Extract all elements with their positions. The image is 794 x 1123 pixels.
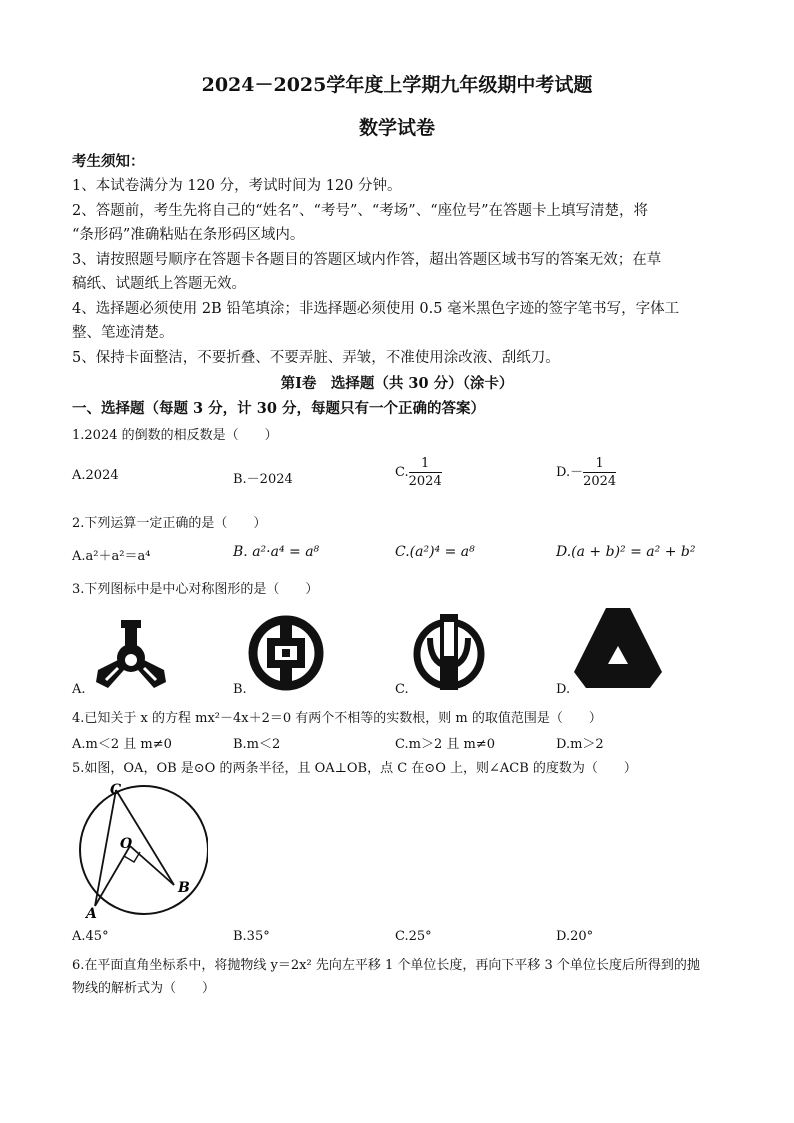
page-title: 2024－2025学年度上学期九年级期中考试题 [201, 74, 593, 96]
q4-option-a: A.m＜2 且 m≠0 [72, 737, 172, 752]
notice-line: 4、选择题必须使用 2B 铅笔填涂；非选择题必须使用 0.5 毫米黑色字迹的签字笔书写，字体工 [72, 301, 680, 317]
bank-of-china-logo-icon [410, 612, 488, 692]
point-label-c: C [110, 782, 122, 798]
question-2-stem: 2.下列运算一定正确的是（ ） [72, 516, 267, 531]
q3-option-a: A. [72, 682, 86, 697]
q1-option-b: B.－2024 [233, 472, 293, 487]
q4-option-b: B.m＜2 [233, 737, 281, 752]
q3-option-d: D. [556, 682, 571, 697]
circle-geometry-diagram [68, 780, 208, 920]
q2-option-b: B. a²·a⁴ = a⁸ [233, 544, 320, 560]
notice-line: 整、笔迹清楚。 [72, 325, 174, 341]
section-part: 第Ⅰ卷 选择题（共 30 分）（涂卡） [280, 375, 514, 392]
q1-option-d [556, 455, 616, 490]
three-lobed-symbol-icon [88, 612, 174, 694]
coin-bank-logo-icon [247, 614, 325, 692]
q1-option-a: A.2024 [72, 468, 119, 483]
notice-line: “条形码”准确粘贴在条形码区域内。 [72, 227, 305, 243]
q1-option-c-fraction [409, 455, 442, 490]
q5-option-b: B.35° [233, 929, 270, 944]
rounded-triangle-logo-icon [570, 604, 666, 692]
q1-option-d-fraction [583, 455, 616, 490]
notice-line: 1、本试卷满分为 120 分，考试时间为 120 分钟。 [72, 178, 402, 194]
q1-option-c-prefix: C. [395, 465, 409, 480]
point-label-b: B [178, 880, 190, 896]
question-6-stem: 6.在平面直角坐标系中，将抛物线 y＝2x² 先向左平移 1 个单位长度，再向下平移 3 个单位长度后所得到的抛 [72, 958, 700, 973]
fraction-denominator: 2024 [583, 474, 617, 489]
question-3-stem: 3.下列图标中是中心对称图形的是（ ） [72, 582, 319, 597]
q2-option-a: A.a²＋a²＝a⁴ [72, 549, 151, 564]
q4-option-c: C.m＞2 且 m≠0 [395, 737, 495, 752]
q1-option-c [395, 455, 442, 490]
fraction-numerator: 1 [409, 455, 442, 473]
section-heading: 一、选择题（每题 3 分，计 30 分，每题只有一个正确的答案） [72, 400, 485, 417]
notice-line: 稿纸、试题纸上答题无效。 [72, 276, 246, 292]
q5-option-a: A.45° [72, 929, 109, 944]
fraction-numerator: 1 [583, 455, 616, 473]
question-4-stem: 4.已知关于 x 的方程 mx²－4x＋2＝0 有两个不相等的实数根，则 m 的取值范围是（ ） [72, 711, 602, 726]
notice-line: 2、答题前，考生先将自己的“姓名”、“考号”、“考场”、“座位号”在答题卡上填写清楚，将 [72, 203, 649, 219]
question-1-stem: 1.2024 的倒数的相反数是（ ） [72, 428, 278, 443]
point-label-a: A [86, 906, 97, 920]
question-5-stem: 5.如图，OA，OB 是⊙O 的两条半径，且 OA⊥OB，点 C 在⊙O 上，则∠ACB 的度数为（ ） [72, 761, 637, 776]
q3-option-c: C. [395, 682, 409, 697]
q2-option-d: D.(a + b)² = a² + b² [556, 544, 696, 560]
question-6-stem-continued: 物线的解析式为（ ） [72, 981, 216, 996]
page-subtitle: 数学试卷 [358, 117, 435, 139]
fraction-denominator: 2024 [408, 474, 442, 489]
notice-heading: 考生须知： [72, 153, 145, 170]
q5-option-d: D.20° [556, 929, 594, 944]
point-label-o: O [120, 836, 133, 852]
q3-option-b: B. [233, 682, 247, 697]
q2-option-c: C.(a²)⁴ = a⁸ [395, 544, 475, 560]
notice-line: 5、保持卡面整洁，不要折叠、不要弄脏、弄皱，不准使用涂改液、刮纸刀。 [72, 350, 560, 366]
q4-option-d: D.m＞2 [556, 737, 604, 752]
notice-line: 3、请按照题号顺序在答题卡各题目的答题区域内作答，超出答题区域书写的答案无效；在草 [72, 252, 662, 268]
q1-option-d-prefix: D.－ [556, 465, 584, 480]
q5-option-c: C.25° [395, 929, 432, 944]
